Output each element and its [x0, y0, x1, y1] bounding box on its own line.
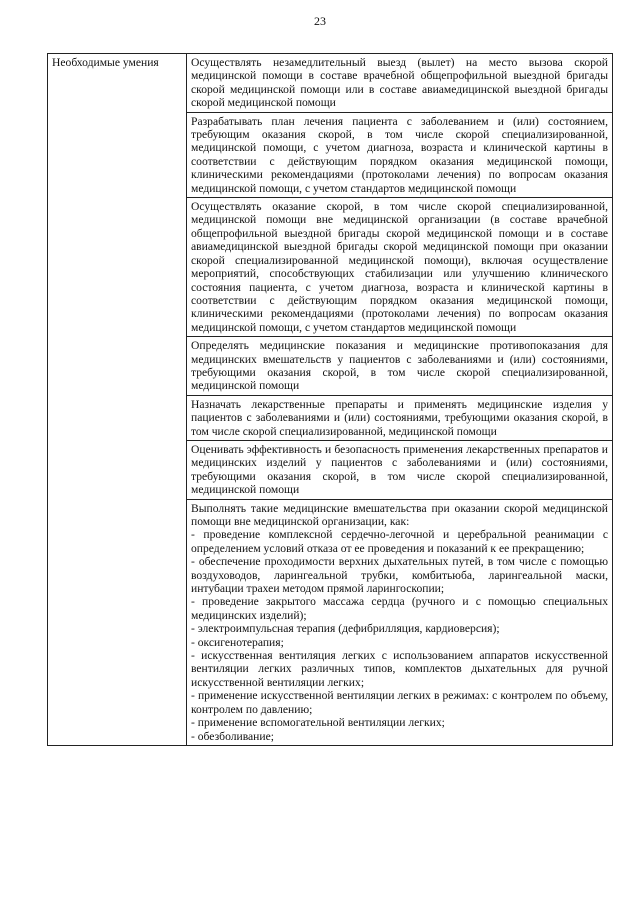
- list-item: - электроимпульсная терапия (дефибрилляция, кардиоверсия);: [191, 622, 500, 636]
- list-item: - применение вспомогательной вентиляции легких;: [191, 716, 445, 730]
- skill-cell-4: [187, 337, 613, 396]
- skill-cell-5: [187, 395, 613, 440]
- skill-cell-1: [187, 54, 613, 113]
- skill-text: Определять медицинские показания и медицинские противопоказания для медицинских вмешательств у пациентов с заболеваниями и (или) состояниями, требующими оказания скорой, в том числе скорой специализированной, медицинской помощи: [191, 339, 608, 393]
- skill-cell-2: [187, 112, 613, 197]
- skill-text: Осуществлять оказание скорой, в том числе скорой специализированной, медицинской помощи вне медицинской организации (в составе врачебной общепрофильной выездной бригады скорой медицинской помощи и в составе авиамедицинской выездной бригады скорой медицинской помощи при оказании скорой специализированной медицинской помощи), включая осуществление мероприятий, способствующих стабилизации или улучшению клинического состояния пациента, с учетом диагноза, возраста и клинической картины в соответствии с действующим порядком оказания медицинской помощи, клиническими рекомендациями (протоколами лечения) по вопросам оказания медицинской помощи, с учетом стандартов медицинской помощи: [191, 200, 608, 334]
- list-item: - обеспечение проходимости верхних дыхательных путей, в том числе с помощью воздуховодов, ларингеальной трубки, комбитьюба, ларингеальной маски, интубации трахеи методом прямой ларингоскопии;: [191, 555, 608, 596]
- table-row: [48, 54, 613, 113]
- requirements-table: [47, 53, 613, 746]
- list-item: - искусственная вентиляция легких с использованием аппаратов искусственной вентиляции легких различных типов, комплектов дыхательных для ручной искусственной вентиляции легких;: [191, 649, 608, 689]
- skill-text: Осуществлять незамедлительный выезд (вылет) на место вызова скорой медицинской помощи в составе врачебной общепрофильной выездной бригады скорой медицинской помощи или в составе авиамедицинской выездной бригады скорой медицинской помощи: [191, 56, 608, 110]
- list-item: - применение искусственной вентиляции легких в режимах: с контролем по объему, контролем по давлению;: [191, 689, 608, 716]
- skill-cell-6: [187, 440, 613, 499]
- list-item: - обезболивание;: [191, 729, 274, 743]
- list-item: - оксигенотерапия;: [191, 635, 284, 649]
- skill-text: Назначать лекарственные препараты и применять медицинские изделия у пациентов с заболеваниями и (или) состояниями, требующими оказания скорой, в том числе скорой специализированной, медицинской помощи: [191, 397, 608, 438]
- row-label: Необходимые умения: [52, 56, 159, 69]
- list-item: - проведение закрытого массажа сердца (ручного и с помощью специальных медицинских изделий);: [191, 595, 608, 622]
- page-number: 23: [314, 14, 326, 28]
- list-item: - проведение комплексной сердечно-легочной и церебральной реанимации с определением условий отказа от ее проведения и показаний к ее прекращению;: [191, 528, 608, 555]
- skill-text: Оценивать эффективность и безопасность применения лекарственных препаратов и медицинских изделий у пациентов с заболеваниями и (или) состояниями, требующими оказания скорой, в том числе скорой специализированной, медицинской помощи: [191, 442, 608, 497]
- skill-text: Разрабатывать план лечения пациента с заболеванием и (или) состоянием, требующим оказания скорой, в том числе скорой специализированной, медицинской помощи, с учетом диагноза, возраста и клинической картины в соответствии с действующим порядком оказания медицинской помощи, клиническими рекомендациями (протоколами лечения) по вопросам оказания медицинской помощи, с учетом стандартов медицинской помощи: [191, 114, 608, 195]
- interventions-intro: Выполнять такие медицинские вмешательства при оказании скорой медицинской помощи вне медицинской организации, как:: [191, 501, 608, 528]
- skill-cell-3: [187, 198, 613, 337]
- row-label-cell: [48, 54, 187, 746]
- skill-cell-7: [187, 499, 613, 745]
